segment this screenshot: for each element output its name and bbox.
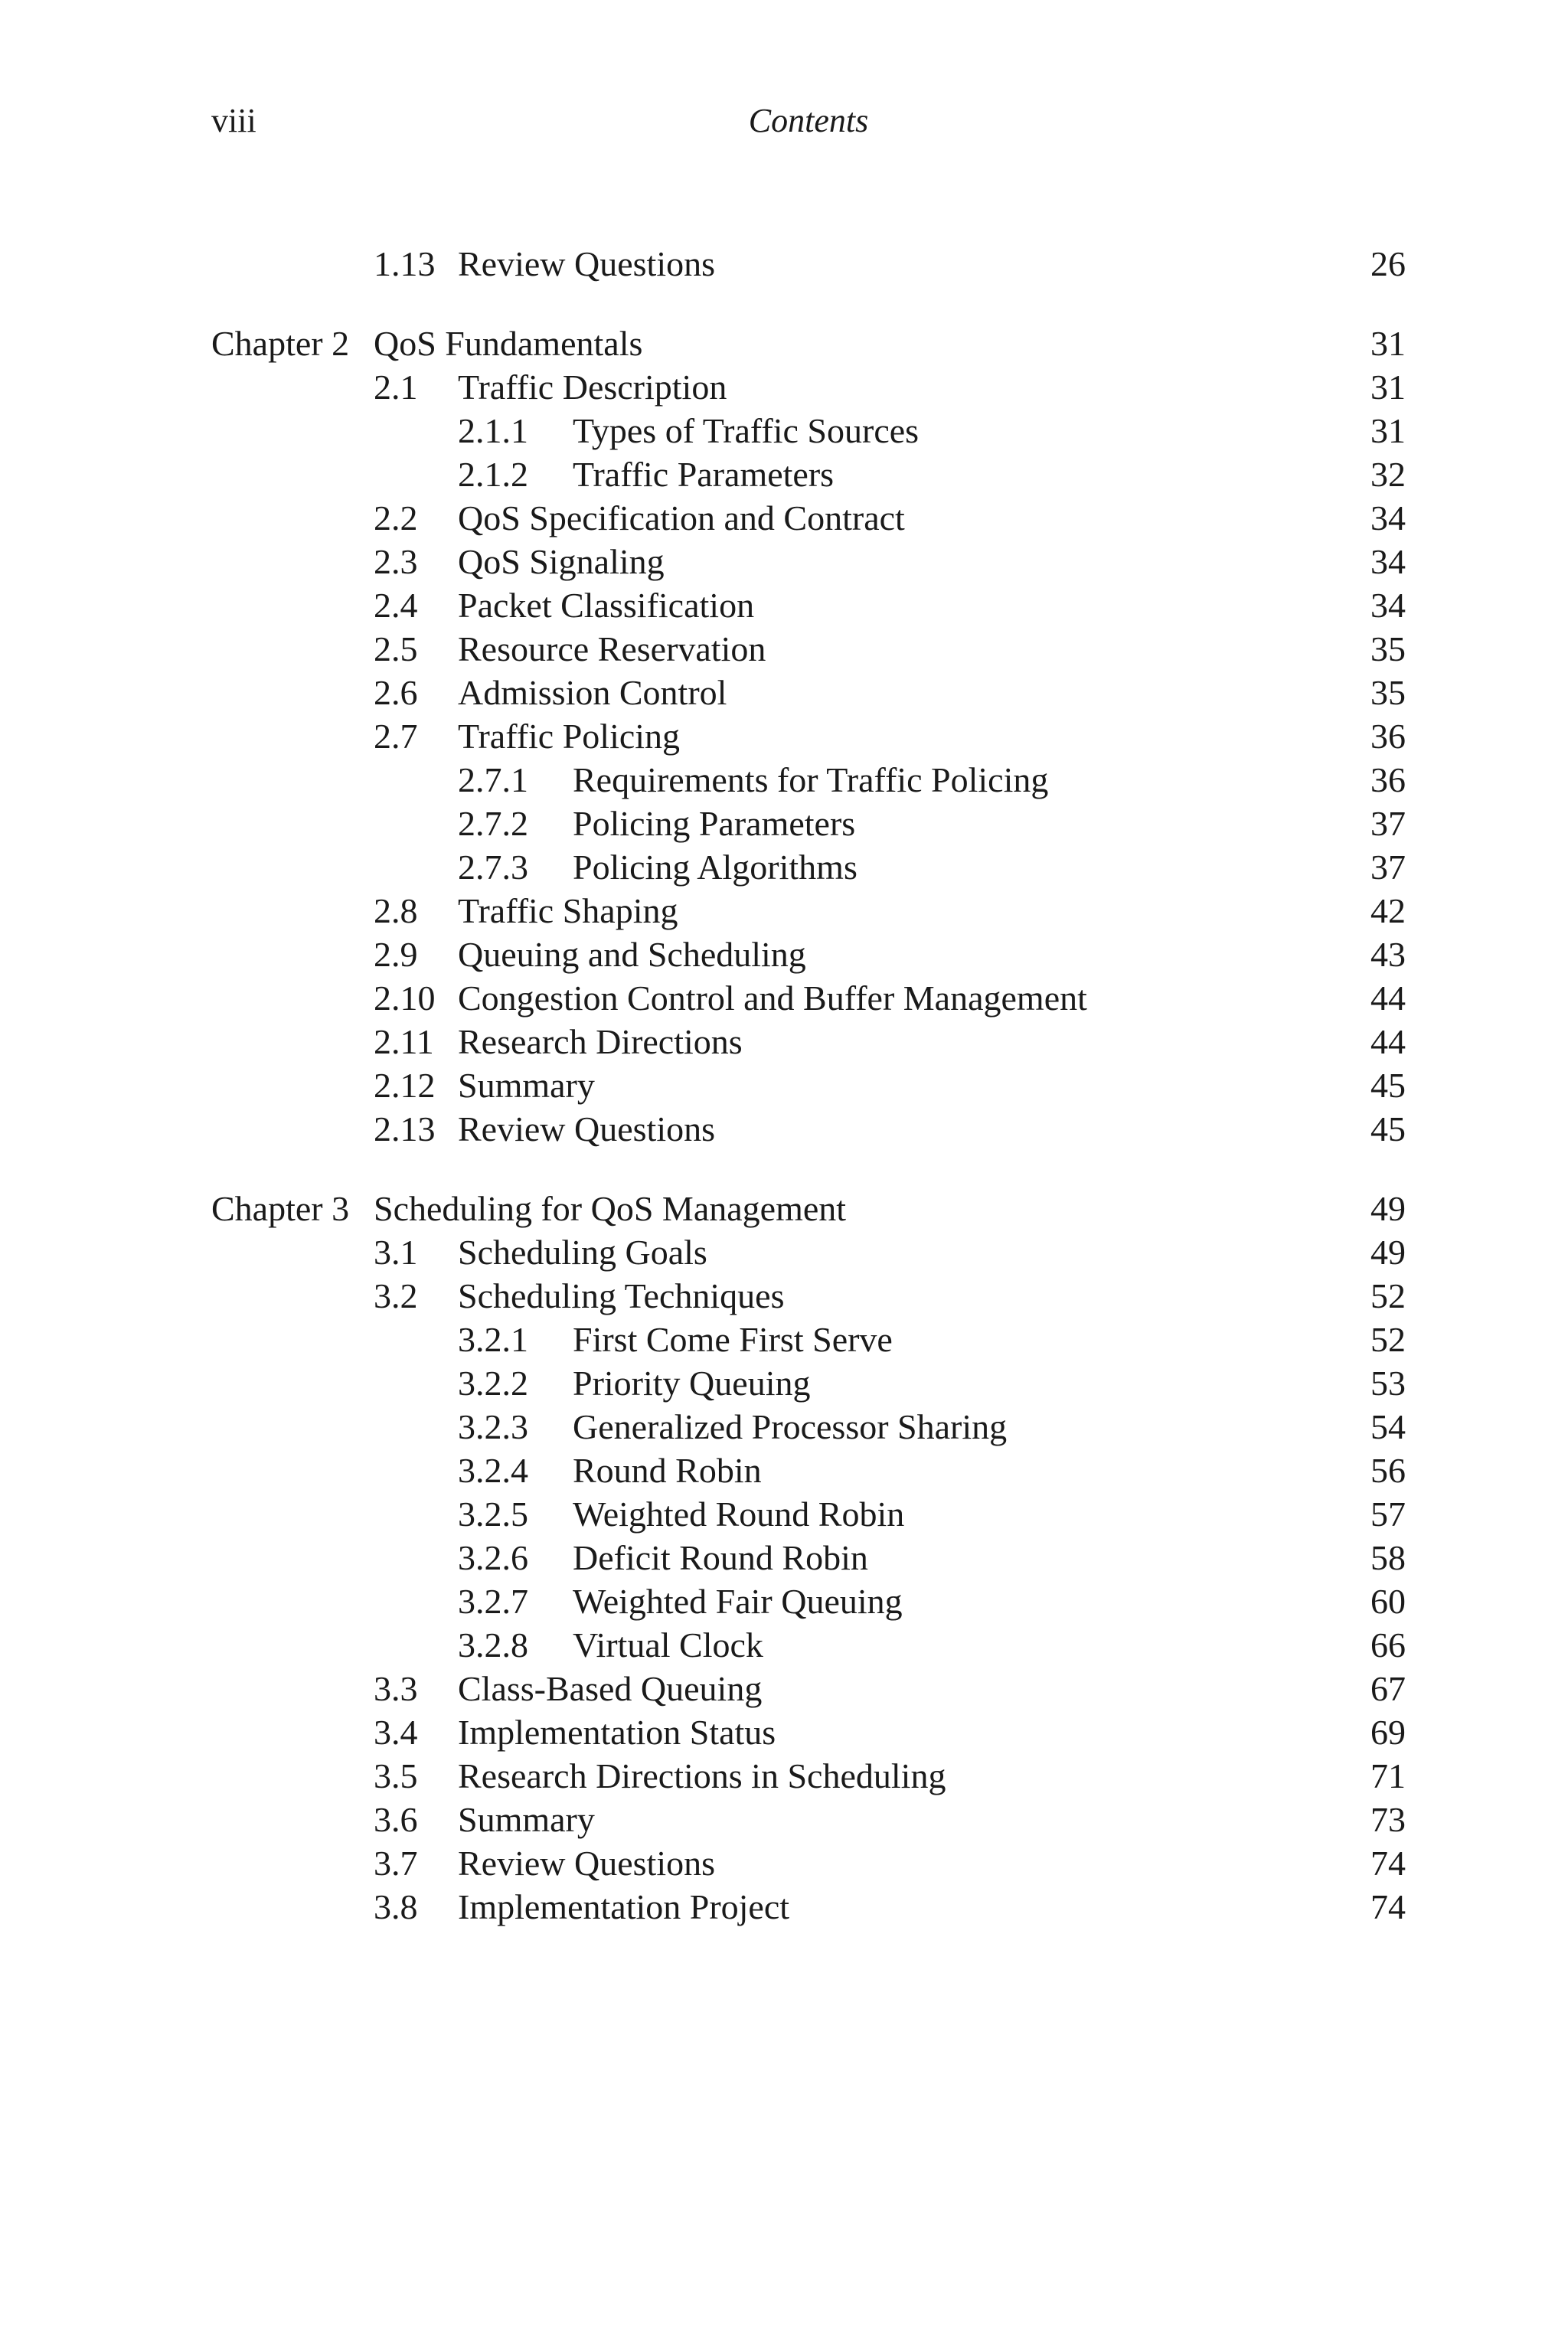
running-head	[211, 98, 1406, 144]
toc-chapter-entry[interactable]	[211, 322, 1406, 365]
toc-title: First Come First Serve	[573, 1320, 893, 1359]
toc-section-number: 2.7.1	[458, 760, 528, 799]
toc-page-number: 71	[1370, 1756, 1406, 1795]
toc-title: Weighted Fair Queuing	[573, 1582, 903, 1621]
toc-section-number: 2.4	[374, 586, 418, 625]
toc-title: Review Questions	[458, 1844, 716, 1883]
toc-section-number: 2.9	[374, 935, 418, 974]
toc-title: Priority Queuing	[573, 1364, 811, 1403]
toc-entry[interactable]	[211, 627, 1406, 671]
toc-title: Review Questions	[458, 1109, 716, 1148]
toc-entry[interactable]	[211, 845, 1406, 889]
toc-page-number: 34	[1370, 542, 1406, 581]
toc-title: Requirements for Traffic Policing	[573, 760, 1049, 799]
toc-page-number: 37	[1370, 848, 1406, 887]
toc-entry[interactable]	[211, 496, 1406, 540]
toc-entry[interactable]	[211, 889, 1406, 933]
toc-title: Generalized Processor Sharing	[573, 1407, 1008, 1446]
toc-entry[interactable]	[211, 242, 1406, 286]
toc-section-number: 2.1.1	[458, 411, 528, 450]
toc-section-number: 2.3	[374, 542, 418, 581]
toc-section-number: 3.2.6	[458, 1538, 528, 1577]
toc-page-number: 35	[1370, 673, 1406, 712]
toc-title: Research Directions	[458, 1022, 743, 1061]
toc-page-number: 34	[1370, 498, 1406, 537]
toc-section-number: 3.2	[374, 1276, 418, 1315]
toc-title: Policing Parameters	[573, 804, 856, 843]
toc-section-number: 2.5	[374, 629, 418, 668]
toc-section-number: 2.10	[374, 978, 436, 1018]
toc-title: Research Directions in Scheduling	[458, 1756, 946, 1795]
toc-section-number: 3.2.8	[458, 1625, 528, 1664]
toc-title: Summary	[458, 1066, 595, 1105]
toc-page-number: 67	[1370, 1669, 1406, 1708]
toc-page-number: 43	[1370, 935, 1406, 974]
toc-title: Virtual Clock	[573, 1625, 763, 1664]
toc-page-number: 32	[1370, 455, 1406, 494]
toc-title: Packet Classification	[458, 586, 755, 625]
running-title: Contents	[748, 102, 869, 139]
toc-section-number: 3.2.5	[458, 1494, 528, 1534]
toc-entry[interactable]	[211, 1107, 1406, 1151]
toc-title: Admission Control	[458, 673, 727, 712]
toc-section-number: 3.4	[374, 1713, 418, 1752]
toc-title: Summary	[458, 1800, 595, 1839]
toc-section-number: 3.1	[374, 1233, 418, 1272]
toc-page-number: 31	[1370, 368, 1406, 407]
toc-page-number: 58	[1370, 1538, 1406, 1577]
toc-entry[interactable]	[211, 714, 1406, 758]
toc-title: Traffic Shaping	[458, 891, 678, 930]
toc-page-number: 60	[1370, 1582, 1406, 1621]
toc-section-number: 3.2.7	[458, 1582, 528, 1621]
toc-section-number: 3.3	[374, 1669, 418, 1708]
toc-entry[interactable]	[211, 1885, 1406, 1929]
toc-entry[interactable]	[211, 1318, 1406, 1361]
toc-entry[interactable]	[211, 758, 1406, 802]
toc-page-number: 31	[1370, 324, 1406, 363]
toc-entry[interactable]	[211, 1579, 1406, 1623]
toc-entry[interactable]	[211, 1798, 1406, 1841]
page-number: viii	[211, 102, 256, 139]
toc-title: Review Questions	[458, 244, 716, 283]
toc-section-number: 3.6	[374, 1800, 418, 1839]
toc-section-number: 2.11	[374, 1022, 434, 1061]
toc-section-number: 3.2.2	[458, 1364, 528, 1403]
toc-page-number: 56	[1370, 1451, 1406, 1490]
toc-page-number: 34	[1370, 586, 1406, 625]
toc-page-number: 31	[1370, 411, 1406, 450]
toc-entry[interactable]	[211, 1667, 1406, 1710]
toc-section-number: 2.13	[374, 1109, 436, 1148]
toc-entry[interactable]	[211, 802, 1406, 845]
toc-section-number: 2.6	[374, 673, 418, 712]
toc-page-number: 44	[1370, 1022, 1406, 1061]
toc-section-number: 3.7	[374, 1844, 418, 1883]
toc-entry[interactable]	[211, 1754, 1406, 1798]
toc-title: Congestion Control and Buffer Management	[458, 978, 1087, 1018]
toc-entry[interactable]	[211, 1841, 1406, 1885]
toc-title: Traffic Parameters	[573, 455, 835, 494]
toc-title: Weighted Round Robin	[573, 1494, 905, 1534]
toc-entry[interactable]	[211, 1449, 1406, 1492]
toc-title: QoS Signaling	[458, 542, 665, 581]
table-of-contents	[211, 242, 1406, 1929]
toc-section-number: 3.5	[374, 1756, 418, 1795]
toc-entry[interactable]	[211, 365, 1406, 409]
toc-chapter-label: Chapter 2	[211, 324, 350, 363]
toc-entry[interactable]	[211, 1230, 1406, 1274]
toc-chapter-entry[interactable]	[211, 1187, 1406, 1230]
toc-section-number: 2.7	[374, 717, 418, 756]
toc-entry[interactable]	[211, 1063, 1406, 1107]
toc-entry[interactable]	[211, 671, 1406, 714]
toc-page-number: 53	[1370, 1364, 1406, 1403]
toc-page-number: 74	[1370, 1844, 1406, 1883]
toc-section-number: 3.2.3	[458, 1407, 528, 1446]
toc-title: QoS Specification and Contract	[458, 498, 905, 537]
toc-entry[interactable]	[211, 1710, 1406, 1754]
toc-page-number: 44	[1370, 978, 1406, 1018]
toc-section-number: 3.8	[374, 1887, 418, 1926]
toc-page-number: 54	[1370, 1407, 1406, 1446]
toc-page-number: 74	[1370, 1887, 1406, 1926]
toc-title: Scheduling Techniques	[458, 1276, 785, 1315]
toc-title: Queuing and Scheduling	[458, 935, 806, 974]
toc-entry[interactable]	[211, 409, 1406, 452]
toc-section-number: 2.1.2	[458, 455, 528, 494]
toc-section-number: 3.2.1	[458, 1320, 528, 1359]
toc-title: Types of Traffic Sources	[573, 411, 920, 450]
toc-page-number: 73	[1370, 1800, 1406, 1839]
toc-title: Traffic Policing	[458, 717, 681, 756]
toc-entry[interactable]	[211, 976, 1406, 1020]
toc-page-number: 36	[1370, 717, 1406, 756]
toc-page-number: 26	[1370, 244, 1406, 283]
toc-page-number: 36	[1370, 760, 1406, 799]
toc-section-number: 2.2	[374, 498, 418, 537]
toc-entry[interactable]	[211, 452, 1406, 496]
toc-title: Resource Reservation	[458, 629, 766, 668]
toc-title: Round Robin	[573, 1451, 762, 1490]
toc-section-number: 2.7.2	[458, 804, 528, 843]
toc-title: QoS Fundamentals	[374, 324, 643, 363]
toc-entry[interactable]	[211, 1405, 1406, 1449]
toc-entry[interactable]	[211, 1361, 1406, 1405]
toc-entry[interactable]	[211, 540, 1406, 583]
toc-chapter-label: Chapter 3	[211, 1189, 350, 1228]
toc-page-number: 45	[1370, 1109, 1406, 1148]
toc-section-number: 2.8	[374, 891, 418, 930]
toc-section-number: 2.12	[374, 1066, 436, 1105]
toc-entry[interactable]	[211, 1274, 1406, 1318]
toc-title: Policing Algorithms	[573, 848, 858, 887]
toc-page-number: 66	[1370, 1625, 1406, 1664]
toc-page-number: 35	[1370, 629, 1406, 668]
toc-page-number: 37	[1370, 804, 1406, 843]
toc-page-number: 49	[1370, 1233, 1406, 1272]
toc-section-number: 2.7.3	[458, 848, 528, 887]
toc-page-number: 42	[1370, 891, 1406, 930]
toc-entry[interactable]	[211, 1492, 1406, 1536]
toc-section-number: 2.1	[374, 368, 418, 407]
toc-title: Scheduling Goals	[458, 1233, 707, 1272]
toc-page-number: 49	[1370, 1189, 1406, 1228]
toc-entry[interactable]	[211, 1020, 1406, 1063]
toc-entry[interactable]	[211, 1623, 1406, 1667]
toc-page-number: 52	[1370, 1320, 1406, 1359]
toc-section-number: 3.2.4	[458, 1451, 528, 1490]
toc-title: Scheduling for QoS Management	[374, 1189, 847, 1228]
toc-page-number: 57	[1370, 1494, 1406, 1534]
toc-entry[interactable]	[211, 583, 1406, 627]
toc-title: Traffic Description	[458, 368, 727, 407]
toc-title: Class-Based Queuing	[458, 1669, 763, 1708]
toc-title: Implementation Status	[458, 1713, 776, 1752]
toc-page-number: 45	[1370, 1066, 1406, 1105]
toc-page-number: 69	[1370, 1713, 1406, 1752]
toc-entry[interactable]	[211, 933, 1406, 976]
toc-section-number: 1.13	[374, 244, 436, 283]
toc-title: Deficit Round Robin	[573, 1538, 868, 1577]
toc-entry[interactable]	[211, 1536, 1406, 1579]
toc-title: Implementation Project	[458, 1887, 790, 1926]
toc-page-number: 52	[1370, 1276, 1406, 1315]
